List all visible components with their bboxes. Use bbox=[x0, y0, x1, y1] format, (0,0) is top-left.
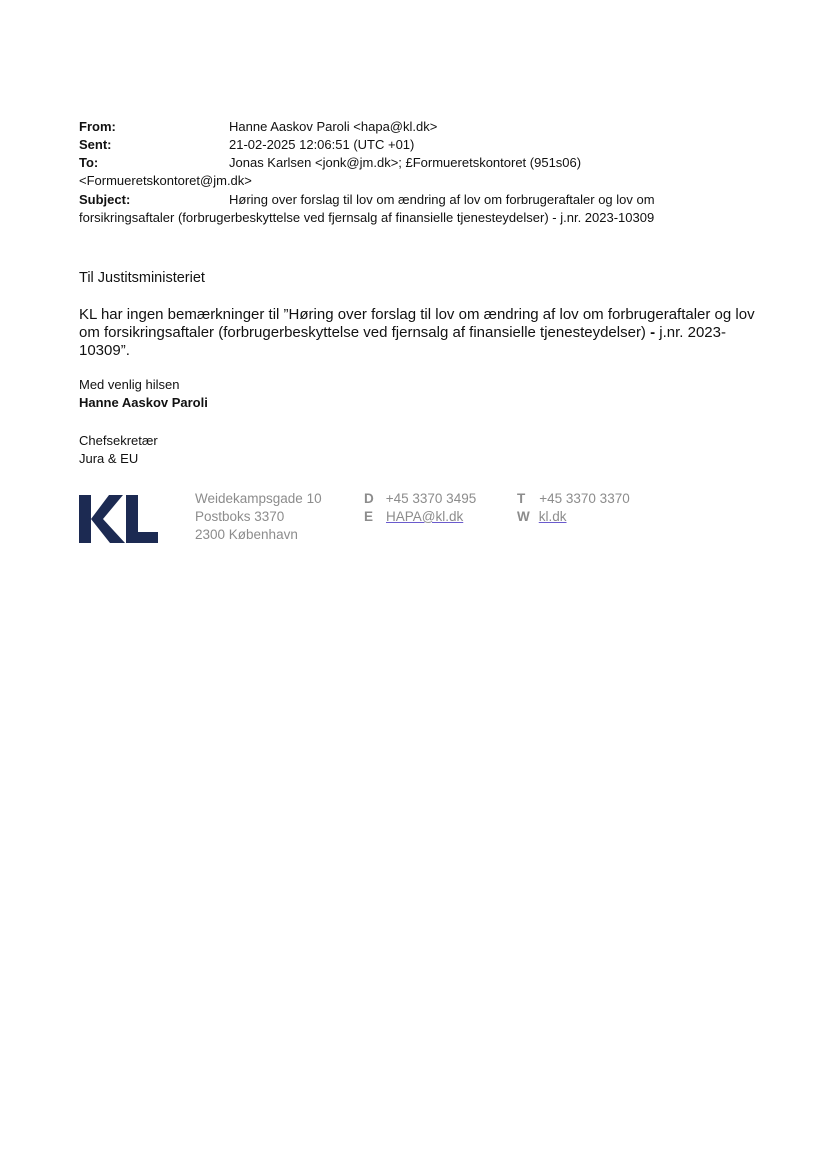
address-line-2: Postboks 3370 bbox=[195, 509, 285, 524]
sent-label: Sent: bbox=[79, 137, 112, 152]
sender-title: Chefsekretær bbox=[79, 433, 158, 448]
body-part-2: j.nr. 2023-10309”. bbox=[79, 324, 726, 359]
direct-phone-value: +45 3370 3495 bbox=[385, 491, 477, 506]
to-value-continued: <Formueretskontoret@jm.dk> bbox=[79, 173, 252, 188]
address-line-3: 2300 København bbox=[195, 527, 298, 542]
body-dash: - bbox=[645, 324, 660, 341]
phone-key: T bbox=[517, 491, 526, 506]
kl-logo bbox=[79, 493, 159, 545]
web-link[interactable]: kl.dk bbox=[538, 509, 567, 524]
to-value: Jonas Karlsen <jonk@jm.dk>; £Formueretskontoret (951s06) bbox=[229, 155, 582, 170]
address-line-1: Weidekampsgade 10 bbox=[195, 491, 322, 506]
body-part-1: KL har ingen bemærkninger til ”Høring over forslag til lov om ændring af lov om forbrugeraftaler og lov om forsikringsaftaler (forbrugerbeskyttelse ved fjernsalg af finansielle tjenesteydelser) bbox=[79, 306, 755, 341]
email-key: E bbox=[364, 509, 374, 524]
direct-phone-key: D bbox=[364, 491, 374, 506]
web-key: W bbox=[517, 509, 530, 524]
email-link[interactable]: HAPA@kl.dk bbox=[386, 509, 464, 524]
letter-body bbox=[79, 306, 759, 360]
phone-value: +45 3370 3370 bbox=[539, 491, 630, 506]
kl-logo-graphic bbox=[79, 493, 159, 545]
to-label: To: bbox=[79, 155, 99, 170]
footer-address bbox=[195, 490, 322, 544]
from-label: From: bbox=[79, 119, 116, 134]
footer-direct-contact bbox=[364, 490, 476, 526]
closing: Med venlig hilsen bbox=[79, 377, 180, 392]
from-value: Hanne Aaskov Paroli <hapa@kl.dk> bbox=[229, 119, 438, 134]
sent-value: 21-02-2025 12:06:51 (UTC +01) bbox=[229, 137, 415, 152]
salutation: Til Justitsministeriet bbox=[79, 270, 205, 286]
sender-name: Hanne Aaskov Paroli bbox=[79, 395, 208, 410]
sender-department: Jura & EU bbox=[79, 451, 139, 466]
subject-value-continued: forsikringsaftaler (forbrugerbeskyttelse ved fjernsalg af finansielle tjenesteydelser) - j.nr. 2023-10309 bbox=[79, 210, 655, 225]
footer-general-contact bbox=[517, 490, 630, 526]
subject-label: Subject: bbox=[79, 192, 131, 207]
subject-value: Høring over forslag til lov om ændring af lov om forbrugeraftaler og lov om bbox=[229, 192, 655, 207]
